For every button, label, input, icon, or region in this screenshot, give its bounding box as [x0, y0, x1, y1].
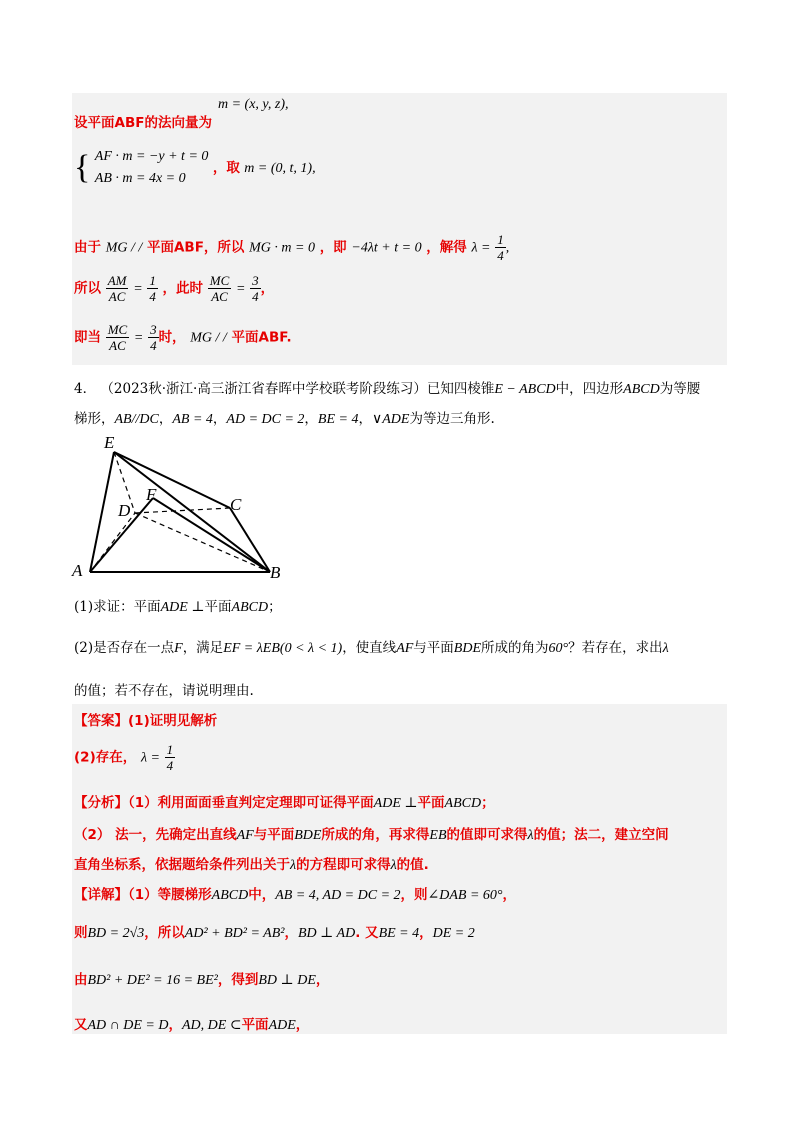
label-c: C [230, 495, 242, 514]
label-e: E [104, 433, 115, 452]
analysis-line2: （2） 法一，先确定出直线AF与平面BDE所成的角，再求得EB的值即可求得λ的值；法二，建立空间 [74, 827, 669, 843]
edge-eb [114, 452, 270, 572]
since-line: 由于 MG / / 平面ABF，所以 MG · m = 0 ，即 −4λt + t = 0 ，解得 λ = $\frac{1}{4}$ , [74, 232, 510, 263]
edge-ae [90, 452, 114, 572]
ratio-line: 所以 $\frac{AM}{AC}$ = $\frac{1}{4}$ ，此时 $\frac{MC}{AC}$ = $\frac{3}{4}$ ， [74, 273, 275, 304]
edge-dc [135, 508, 230, 513]
normal-vector-intro: 设平面ABF的法向量为 [74, 115, 212, 131]
detail-line4: 又AD ∩ DE = D，AD, DE ⊂平面ADE， [74, 1017, 310, 1033]
question-2-line1: (2)是否存在一点F，满足EF = λEB(0 < λ < 1)，使直线AF与平面BDE所成的角为60°？若存在，求出λ [74, 640, 669, 656]
conclusion-line: 即当 $\frac{MC}{AC}$ = $\frac{3}{4}$ 时， MG / / 平面ABF. [74, 322, 292, 353]
edge-cb [230, 508, 270, 572]
label-a: A [72, 561, 83, 580]
label-f: F [146, 485, 157, 504]
detail-line2: 则BD = 2√3，所以AD² + BD² = AB²，BD ⊥ AD. 又BE = 4，DE = 2 [74, 925, 475, 941]
problem-statement-line2: 梯形，AB//DC，AB = 4，AD = DC = 2，BE = 4，∨ADE为等边三角形. [74, 411, 495, 427]
pyramid-figure [70, 430, 300, 580]
question-2-line2: 的值；若不存在，请说明理由. [74, 683, 254, 699]
detail-line3: 由BD² + DE² = 16 = BE²，得到BD ⊥ DE， [74, 972, 330, 988]
equation-system: { AF · m = −y + t = 0 AB · m = 4x = 0 ，取 m = (0, t, 1), [74, 149, 316, 186]
problem-statement-line1: 4． （2023秋·浙江·高三浙江省春晖中学校联考阶段练习）已知四棱锥E − ABCD中，四边形ABCD为等腰 [74, 381, 701, 397]
analysis-line3: 直角坐标系，依据题给条件列出关于λ的方程即可求得λ的值. [74, 857, 429, 873]
analysis-line1: 【分析】（1）利用面面垂直判定定理即可证得平面ADE ⊥平面ABCD； [74, 795, 495, 811]
normal-vector-def: m = (x, y, z), [218, 97, 289, 112]
answer-part2: (2)存在， λ = $\frac{1}{4}$ [74, 742, 174, 773]
label-d: D [118, 501, 131, 520]
edge-ec [114, 452, 230, 508]
edge-db [135, 513, 270, 572]
answer-label: 【答案】(1)证明见解析 [74, 713, 218, 729]
question-1: (1)求证：平面ADE ⊥平面ABCD； [74, 599, 282, 615]
detail-line1: 【详解】（1）等腰梯形ABCD中，AB = 4, AD = DC = 2，则∠DAB = 60°， [74, 887, 517, 903]
label-b: B [270, 563, 281, 580]
